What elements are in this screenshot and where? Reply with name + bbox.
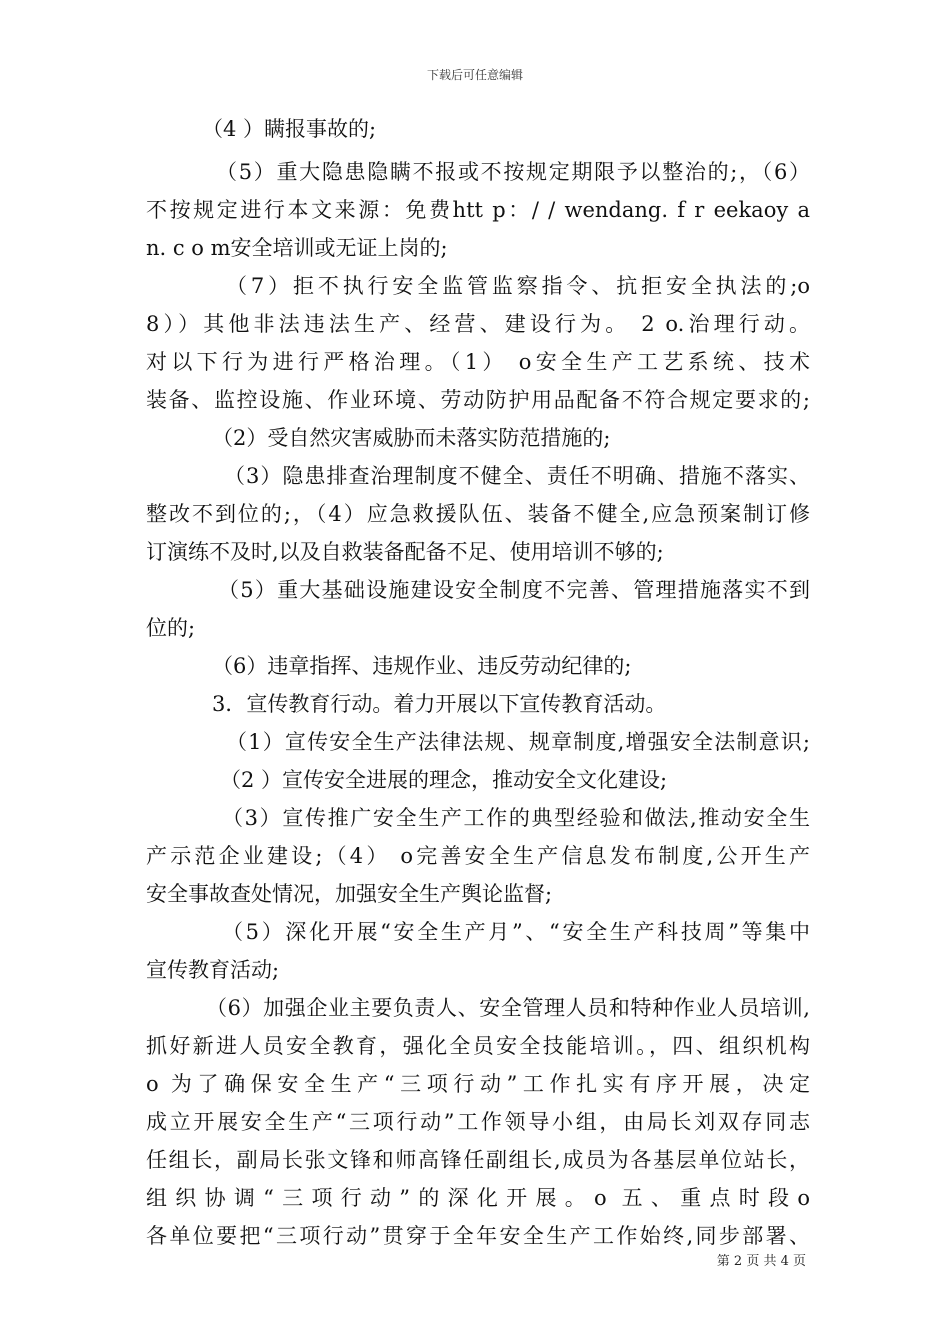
paragraph-line: 组织协调“三项行动”的深化开展。o 五、重点时段o	[146, 1186, 810, 1210]
paragraph-line: 8））其他非法违法生产、经营、建设行为。 2 o.治理行动。	[146, 312, 810, 336]
paragraph-line: 任组长，副局长张文锋和师高锋任副组长,成员为各基层单位站长，	[146, 1148, 810, 1172]
paragraph-line: 不按规定进行本文来源：免费htt p：/ / wendang. f r eekaoy a	[146, 198, 810, 222]
paragraph-line: 位的;	[146, 616, 196, 640]
paragraph-line: n. c o m安全培训或无证上岗的;	[146, 236, 448, 260]
paragraph-line: 宣传教育活动;	[146, 958, 280, 982]
paragraph-line: 订演练不及时,以及自救装备配备不足、使用培训不够的;	[146, 540, 664, 564]
paragraph-line: 各单位要把“三项行动”贯穿于全年安全生产工作始终,同步部署、	[146, 1224, 810, 1248]
page-footer: 第 2 页 共 4 页	[716, 1254, 806, 1269]
paragraph-line: （5）深化开展“安全生产月”、“安全生产科技周”等集中	[222, 920, 810, 944]
paragraph-line: （2）受自然灾害威胁而未落实防范措施的;	[212, 426, 611, 450]
paragraph-line: （2 ）宣传安全进展的理念，推动安全文化建设;	[220, 768, 668, 792]
paragraph-line: 抓好新进人员安全教育，强化全员安全技能培训。，四、组织机构	[146, 1034, 810, 1058]
paragraph-line: 对以下行为进行严格治理。（1） o安全生产工艺系统、技术	[146, 350, 810, 374]
paragraph-line: （6）加强企业主要负责人、安全管理人员和特种作业人员培训,	[206, 996, 810, 1020]
paragraph-line: （3）宣传推广安全生产工作的典型经验和做法,推动安全生	[222, 806, 810, 830]
paragraph-line: （7）拒不执行安全监管监察指令、抗拒安全执法的;o	[226, 274, 810, 298]
paragraph-line: （1）宣传安全生产法律法规、规章制度,增强安全法制意识;	[226, 730, 810, 754]
paragraph-line: （5）重大基础设施建设安全制度不完善、管理措施落实不到	[218, 578, 810, 602]
paragraph-line: o 为了确保安全生产“三项行动”工作扎实有序开展，决定	[146, 1072, 810, 1096]
paragraph-line: （6）违章指挥、违规作业、违反劳动纪律的;	[212, 654, 632, 678]
paragraph-line: 产示范企业建设;（4） o完善安全生产信息发布制度,公开生产	[146, 844, 810, 868]
paragraph-line: 安全事故查处情况，加强安全生产舆论监督;	[146, 882, 553, 906]
paragraph-line: （4 ）瞒报事故的;	[202, 117, 377, 141]
paragraph-line: 装备、监控设施、作业环境、劳动防护用品配备不符合规定要求的;	[146, 388, 810, 412]
page-header: 下载后可任意编辑	[426, 68, 523, 82]
paragraph-line: 成立开展安全生产“三项行动”工作领导小组，由局长刘双存同志	[146, 1110, 810, 1134]
paragraph-line: （3）隐患排查治理制度不健全、责任不明确、措施不落实、	[224, 464, 810, 488]
paragraph-line: （5）重大隐患隐瞒不报或不按规定期限予以整治的;，（6）	[216, 160, 810, 184]
paragraph-line: 整改不到位的;，（4）应急救援队伍、装备不健全,应急预案制订修	[146, 502, 810, 526]
paragraph-line: 3．宣传教育行动。着力开展以下宣传教育活动。	[212, 692, 667, 716]
